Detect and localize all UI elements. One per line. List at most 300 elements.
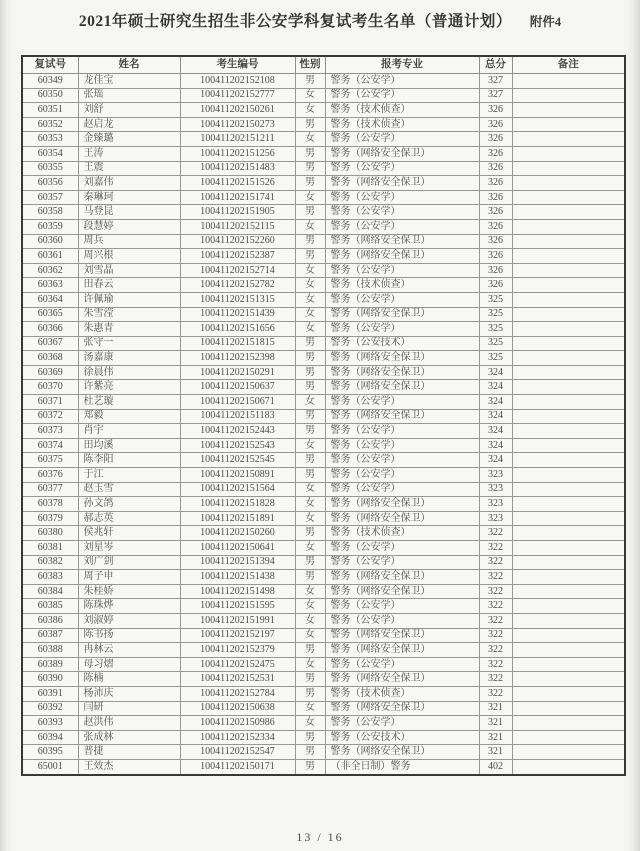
table-row xyxy=(22,409,625,424)
retest-no-cell: 60371 xyxy=(22,395,78,410)
candidate-no-cell: 100411202152475 xyxy=(180,657,295,672)
major-cell: 警务（公安学） xyxy=(325,424,479,439)
candidate-no-cell: 100411202152379 xyxy=(180,643,295,658)
score-cell: 322 xyxy=(479,570,512,585)
score-cell: 322 xyxy=(479,686,512,701)
major-cell: 警务（技术侦查） xyxy=(325,686,479,701)
remark-cell xyxy=(512,541,625,556)
score-cell: 321 xyxy=(479,701,512,716)
score-cell: 326 xyxy=(479,132,512,147)
gender-cell: 男 xyxy=(295,555,325,570)
gender-cell: 女 xyxy=(295,438,325,453)
candidate-no-cell: 100411202151656 xyxy=(180,322,295,337)
major-cell: 警务（公安学） xyxy=(325,657,479,672)
gender-cell: 女 xyxy=(295,657,325,672)
remark-cell xyxy=(512,409,625,424)
gender-cell: 男 xyxy=(295,161,325,176)
major-cell: 警务（公安学） xyxy=(325,453,479,468)
table-row xyxy=(22,701,625,716)
retest-no-cell: 60364 xyxy=(22,292,78,307)
table-row xyxy=(22,161,625,176)
header-candidate-no: 考生编号 xyxy=(180,56,295,74)
retest-no-cell: 60394 xyxy=(22,730,78,745)
name-cell: 孙文鸽 xyxy=(78,497,180,512)
name-cell: 秦琳珂 xyxy=(78,190,180,205)
major-cell: 警务（网络安全保卫） xyxy=(325,511,479,526)
candidate-no-cell: 100411202152387 xyxy=(180,249,295,264)
major-cell: 警务（网络安全保卫） xyxy=(325,249,479,264)
gender-cell: 女 xyxy=(295,190,325,205)
gender-cell: 女 xyxy=(295,511,325,526)
remark-cell xyxy=(512,701,625,716)
major-cell: 警务（公安学） xyxy=(325,438,479,453)
header-retest-no: 复试号 xyxy=(22,56,78,74)
name-cell: 刘星岑 xyxy=(78,541,180,556)
name-cell: 赵玉雪 xyxy=(78,482,180,497)
score-cell: 324 xyxy=(479,365,512,380)
retest-no-cell: 60381 xyxy=(22,541,78,556)
major-cell: （非全日制）警务 xyxy=(325,759,479,774)
retest-no-cell: 60392 xyxy=(22,701,78,716)
major-cell: 警务（公安学） xyxy=(325,541,479,556)
score-cell: 326 xyxy=(479,117,512,132)
remark-cell xyxy=(512,745,625,760)
retest-no-cell: 60362 xyxy=(22,263,78,278)
table-row xyxy=(22,322,625,337)
score-cell: 322 xyxy=(479,541,512,556)
name-cell: 肖宇 xyxy=(78,424,180,439)
score-cell: 322 xyxy=(479,613,512,628)
score-cell: 327 xyxy=(479,74,512,89)
major-cell: 警务（网络安全保卫） xyxy=(325,628,479,643)
table-row xyxy=(22,453,625,468)
candidate-no-cell: 100411202151564 xyxy=(180,482,295,497)
candidate-no-cell: 100411202151439 xyxy=(180,307,295,322)
candidate-no-cell: 100411202152547 xyxy=(180,745,295,760)
name-cell: 马登昆 xyxy=(78,205,180,220)
score-cell: 323 xyxy=(479,497,512,512)
retest-no-cell: 60358 xyxy=(22,205,78,220)
score-cell: 324 xyxy=(479,453,512,468)
table-row xyxy=(22,511,625,526)
candidate-no-cell: 100411202150260 xyxy=(180,526,295,541)
major-cell: 警务（网络安全保卫） xyxy=(325,146,479,161)
major-cell: 警务（公安学） xyxy=(325,555,479,570)
gender-cell: 女 xyxy=(295,628,325,643)
table-row xyxy=(22,468,625,483)
score-cell: 325 xyxy=(479,307,512,322)
gender-cell: 男 xyxy=(295,176,325,191)
header-remark: 备注 xyxy=(512,56,625,74)
retest-no-cell: 60376 xyxy=(22,468,78,483)
gender-cell: 女 xyxy=(295,322,325,337)
candidate-no-cell: 100411202152398 xyxy=(180,351,295,366)
major-cell: 警务（公安技术） xyxy=(325,336,479,351)
gender-cell: 男 xyxy=(295,336,325,351)
remark-cell xyxy=(512,672,625,687)
gender-cell: 女 xyxy=(295,599,325,614)
candidate-no-cell: 100411202152543 xyxy=(180,438,295,453)
candidate-no-cell: 100411202151483 xyxy=(180,161,295,176)
remark-cell xyxy=(512,657,625,672)
major-cell: 警务（网络安全保卫） xyxy=(325,176,479,191)
score-cell: 326 xyxy=(479,263,512,278)
table-row xyxy=(22,730,625,745)
remark-cell xyxy=(512,161,625,176)
remark-cell xyxy=(512,497,625,512)
name-cell: 普捷 xyxy=(78,745,180,760)
major-cell: 警务（网络安全保卫） xyxy=(325,409,479,424)
table-row xyxy=(22,657,625,672)
retest-no-cell: 60361 xyxy=(22,249,78,264)
table-row xyxy=(22,307,625,322)
gender-cell: 男 xyxy=(295,365,325,380)
retest-no-cell: 60374 xyxy=(22,438,78,453)
gender-cell: 男 xyxy=(295,453,325,468)
major-cell: 警务（公安学） xyxy=(325,468,479,483)
retest-no-cell: 60372 xyxy=(22,409,78,424)
score-cell: 326 xyxy=(479,219,512,234)
major-cell: 警务（公安学） xyxy=(325,190,479,205)
table-row xyxy=(22,234,625,249)
retest-no-cell: 60367 xyxy=(22,336,78,351)
major-cell: 警务（公安学） xyxy=(325,205,479,220)
remark-cell xyxy=(512,74,625,89)
retest-no-cell: 60384 xyxy=(22,584,78,599)
table-row xyxy=(22,132,625,147)
table-row xyxy=(22,249,625,264)
score-cell: 322 xyxy=(479,555,512,570)
remark-cell xyxy=(512,686,625,701)
gender-cell: 女 xyxy=(295,584,325,599)
name-cell: 朱惠青 xyxy=(78,322,180,337)
remark-cell xyxy=(512,599,625,614)
gender-cell: 男 xyxy=(295,468,325,483)
score-cell: 324 xyxy=(479,438,512,453)
gender-cell: 女 xyxy=(295,263,325,278)
score-cell: 326 xyxy=(479,103,512,118)
retest-no-cell: 60355 xyxy=(22,161,78,176)
candidate-no-cell: 100411202152260 xyxy=(180,234,295,249)
score-cell: 322 xyxy=(479,584,512,599)
score-cell: 326 xyxy=(479,190,512,205)
gender-cell: 男 xyxy=(295,205,325,220)
table-row xyxy=(22,190,625,205)
page-indicator: 13 / 16 xyxy=(296,830,344,844)
retest-no-cell: 60388 xyxy=(22,643,78,658)
candidate-no-cell: 100411202150637 xyxy=(180,380,295,395)
name-cell: 陈李阳 xyxy=(78,453,180,468)
major-cell: 警务（网络安全保卫） xyxy=(325,584,479,599)
score-cell: 321 xyxy=(479,745,512,760)
gender-cell: 女 xyxy=(295,395,325,410)
remark-cell xyxy=(512,643,625,658)
name-cell: 刘嘉伟 xyxy=(78,176,180,191)
score-cell: 324 xyxy=(479,424,512,439)
remark-cell xyxy=(512,234,625,249)
major-cell: 警务（公安学） xyxy=(325,322,479,337)
score-cell: 402 xyxy=(479,759,512,774)
retest-no-cell: 60393 xyxy=(22,716,78,731)
candidate-no-cell: 100411202151526 xyxy=(180,176,295,191)
major-cell: 警务（技术侦查） xyxy=(325,526,479,541)
score-cell: 322 xyxy=(479,526,512,541)
retest-no-cell: 60385 xyxy=(22,599,78,614)
remark-cell xyxy=(512,395,625,410)
remark-cell xyxy=(512,176,625,191)
remark-cell xyxy=(512,351,625,366)
remark-cell xyxy=(512,453,625,468)
remark-cell xyxy=(512,759,625,774)
retest-no-cell: 60386 xyxy=(22,613,78,628)
name-cell: 段慧婷 xyxy=(78,219,180,234)
candidate-no-cell: 100411202152197 xyxy=(180,628,295,643)
table-row xyxy=(22,716,625,731)
name-cell: 朱桂娇 xyxy=(78,584,180,599)
candidate-no-cell: 100411202151741 xyxy=(180,190,295,205)
gender-cell: 男 xyxy=(295,74,325,89)
candidate-no-cell: 100411202151891 xyxy=(180,511,295,526)
page-title: 2021年硕士研究生招生非公安学科复试考生名单（普通计划） xyxy=(78,13,512,30)
score-cell: 322 xyxy=(479,599,512,614)
name-cell: 许紫亮 xyxy=(78,380,180,395)
table-row xyxy=(22,672,625,687)
gender-cell: 男 xyxy=(295,643,325,658)
table-row xyxy=(22,613,625,628)
name-cell: 陈书扬 xyxy=(78,628,180,643)
score-cell: 322 xyxy=(479,657,512,672)
score-cell: 326 xyxy=(479,176,512,191)
name-cell: 赵启龙 xyxy=(78,117,180,132)
remark-cell xyxy=(512,263,625,278)
table-row xyxy=(22,482,625,497)
retest-no-cell: 60389 xyxy=(22,657,78,672)
remark-cell xyxy=(512,103,625,118)
retest-no-cell: 60370 xyxy=(22,380,78,395)
name-cell: 龙佳宝 xyxy=(78,74,180,89)
table-row xyxy=(22,205,625,220)
candidate-no-cell: 100411202151595 xyxy=(180,599,295,614)
candidate-no-cell: 100411202150641 xyxy=(180,541,295,556)
gender-cell: 女 xyxy=(295,88,325,103)
table-row xyxy=(22,628,625,643)
remark-cell xyxy=(512,613,625,628)
remark-cell xyxy=(512,380,625,395)
gender-cell: 女 xyxy=(295,292,325,307)
retest-no-cell: 60357 xyxy=(22,190,78,205)
table-row xyxy=(22,117,625,132)
major-cell: 警务（公安学） xyxy=(325,74,479,89)
major-cell: 警务（网络安全保卫） xyxy=(325,234,479,249)
retest-no-cell: 60352 xyxy=(22,117,78,132)
remark-cell xyxy=(512,365,625,380)
retest-no-cell: 60383 xyxy=(22,570,78,585)
remark-cell xyxy=(512,716,625,731)
candidate-no-cell: 100411202152531 xyxy=(180,672,295,687)
gender-cell: 女 xyxy=(295,701,325,716)
name-cell: 王效杰 xyxy=(78,759,180,774)
name-cell: 陈珠烨 xyxy=(78,599,180,614)
table-row xyxy=(22,584,625,599)
score-cell: 326 xyxy=(479,161,512,176)
table-row xyxy=(22,74,625,89)
remark-cell xyxy=(512,628,625,643)
name-cell: 刘广剑 xyxy=(78,555,180,570)
name-cell: 郝志英 xyxy=(78,511,180,526)
retest-no-cell: 60377 xyxy=(22,482,78,497)
candidate-no-cell: 100411202151828 xyxy=(180,497,295,512)
candidate-no-cell: 100411202152115 xyxy=(180,219,295,234)
table-row xyxy=(22,351,625,366)
remark-cell xyxy=(512,730,625,745)
table-row xyxy=(22,336,625,351)
candidate-no-cell: 100411202150291 xyxy=(180,365,295,380)
major-cell: 警务（公安技术） xyxy=(325,730,479,745)
retest-no-cell: 60395 xyxy=(22,745,78,760)
retest-no-cell: 60387 xyxy=(22,628,78,643)
name-cell: 周兵 xyxy=(78,234,180,249)
candidate-no-cell: 100411202150261 xyxy=(180,103,295,118)
candidate-no-cell: 100411202151438 xyxy=(180,570,295,585)
major-cell: 警务（网络安全保卫） xyxy=(325,365,479,380)
remark-cell xyxy=(512,438,625,453)
candidate-no-cell: 100411202151256 xyxy=(180,146,295,161)
table-row xyxy=(22,643,625,658)
name-cell: 徐晨伟 xyxy=(78,365,180,380)
gender-cell: 男 xyxy=(295,409,325,424)
score-cell: 324 xyxy=(479,380,512,395)
remark-cell xyxy=(512,468,625,483)
candidate-table xyxy=(21,55,626,776)
gender-cell: 女 xyxy=(295,541,325,556)
retest-no-cell: 60350 xyxy=(22,88,78,103)
document-header xyxy=(0,9,640,31)
candidate-no-cell: 100411202151183 xyxy=(180,409,295,424)
major-cell: 警务（网络安全保卫） xyxy=(325,570,479,585)
candidate-no-cell: 100411202152777 xyxy=(180,88,295,103)
retest-no-cell: 60390 xyxy=(22,672,78,687)
name-cell: 田均溪 xyxy=(78,438,180,453)
retest-no-cell: 60360 xyxy=(22,234,78,249)
major-cell: 警务（公安学） xyxy=(325,219,479,234)
gender-cell: 女 xyxy=(295,132,325,147)
name-cell: 刘雪晶 xyxy=(78,263,180,278)
name-cell: 张守一 xyxy=(78,336,180,351)
header-name: 姓名 xyxy=(78,56,180,74)
major-cell: 警务（公安学） xyxy=(325,395,479,410)
remark-cell xyxy=(512,278,625,293)
name-cell: 杨沛庆 xyxy=(78,686,180,701)
major-cell: 警务（公安学） xyxy=(325,161,479,176)
retest-no-cell: 60380 xyxy=(22,526,78,541)
remark-cell xyxy=(512,526,625,541)
name-cell: 郑毅 xyxy=(78,409,180,424)
candidate-no-cell: 100411202152108 xyxy=(180,74,295,89)
candidate-no-cell: 100411202150638 xyxy=(180,701,295,716)
gender-cell: 男 xyxy=(295,526,325,541)
score-cell: 323 xyxy=(479,482,512,497)
major-cell: 警务（网络安全保卫） xyxy=(325,351,479,366)
score-cell: 321 xyxy=(479,716,512,731)
score-cell: 325 xyxy=(479,322,512,337)
candidate-no-cell: 100411202150986 xyxy=(180,716,295,731)
table-row xyxy=(22,497,625,512)
remark-cell xyxy=(512,555,625,570)
gender-cell: 女 xyxy=(295,219,325,234)
header-gender: 性别 xyxy=(295,56,325,74)
score-cell: 324 xyxy=(479,409,512,424)
score-cell: 322 xyxy=(479,643,512,658)
retest-no-cell: 60356 xyxy=(22,176,78,191)
table-body xyxy=(22,74,625,775)
name-cell: 张瑶 xyxy=(78,88,180,103)
name-cell: 朱雪滢 xyxy=(78,307,180,322)
name-cell: 母习熠 xyxy=(78,657,180,672)
major-cell: 警务（网络安全保卫） xyxy=(325,643,479,658)
major-cell: 警务（网络安全保卫） xyxy=(325,672,479,687)
retest-no-cell: 60382 xyxy=(22,555,78,570)
retest-no-cell: 60378 xyxy=(22,497,78,512)
candidate-no-cell: 100411202150891 xyxy=(180,468,295,483)
gender-cell: 女 xyxy=(295,716,325,731)
retest-no-cell: 60354 xyxy=(22,146,78,161)
table-row xyxy=(22,88,625,103)
table-row xyxy=(22,146,625,161)
gender-cell: 男 xyxy=(295,234,325,249)
retest-no-cell: 60368 xyxy=(22,351,78,366)
name-cell: 陈楠 xyxy=(78,672,180,687)
table-row xyxy=(22,395,625,410)
gender-cell: 女 xyxy=(295,103,325,118)
gender-cell: 女 xyxy=(295,307,325,322)
gender-cell: 男 xyxy=(295,672,325,687)
major-cell: 警务（网络安全保卫） xyxy=(325,745,479,760)
gender-cell: 女 xyxy=(295,613,325,628)
remark-cell xyxy=(512,146,625,161)
retest-no-cell: 60391 xyxy=(22,686,78,701)
table-row xyxy=(22,686,625,701)
gender-cell: 男 xyxy=(295,351,325,366)
score-cell: 323 xyxy=(479,511,512,526)
header-major: 报考专业 xyxy=(325,56,479,74)
gender-cell: 男 xyxy=(295,117,325,132)
gender-cell: 男 xyxy=(295,745,325,760)
candidate-no-cell: 100411202151991 xyxy=(180,613,295,628)
table-row xyxy=(22,745,625,760)
name-cell: 刘淑婷 xyxy=(78,613,180,628)
retest-no-cell: 60373 xyxy=(22,424,78,439)
retest-no-cell: 60379 xyxy=(22,511,78,526)
remark-cell xyxy=(512,570,625,585)
major-cell: 警务（公安学） xyxy=(325,263,479,278)
remark-cell xyxy=(512,117,625,132)
remark-cell xyxy=(512,190,625,205)
retest-no-cell: 60369 xyxy=(22,365,78,380)
remark-cell xyxy=(512,292,625,307)
candidate-no-cell: 100411202151394 xyxy=(180,555,295,570)
table-row xyxy=(22,176,625,191)
retest-no-cell: 60349 xyxy=(22,74,78,89)
name-cell: 周兴根 xyxy=(78,249,180,264)
candidate-no-cell: 100411202151315 xyxy=(180,292,295,307)
name-cell: 金臻璐 xyxy=(78,132,180,147)
table-row xyxy=(22,380,625,395)
remark-cell xyxy=(512,336,625,351)
retest-no-cell: 60353 xyxy=(22,132,78,147)
major-cell: 警务（公安学） xyxy=(325,716,479,731)
score-cell: 327 xyxy=(479,88,512,103)
score-cell: 323 xyxy=(479,468,512,483)
